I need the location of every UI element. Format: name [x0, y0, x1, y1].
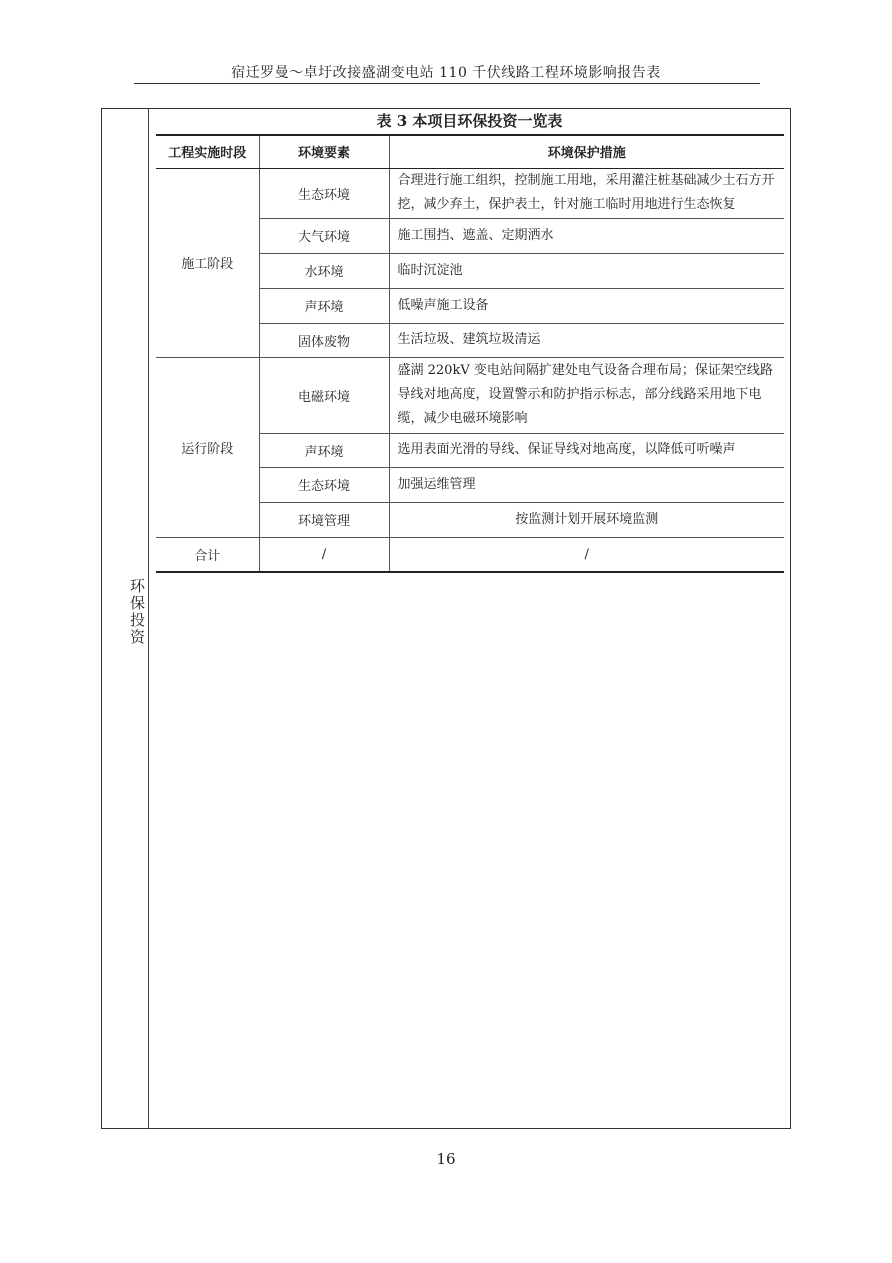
measure-cell: 低噪声施工设备: [389, 288, 784, 323]
measure-cell: 临时沉淀池: [389, 253, 784, 288]
measure-cell: 合理进行施工组织，控制施工用地，采用灌注桩基础减少土石方开挖，减少弃土，保护表土，针对施工临时用地进行生态恢复: [389, 168, 784, 218]
side-label-text: 环保投资: [128, 578, 146, 646]
side-label-env-investment: [101, 578, 148, 646]
factor-cell: 固体废物: [259, 323, 389, 357]
table-row-total: [156, 537, 784, 572]
factor-cell: 环境管理: [259, 502, 389, 537]
column-header-factor: 环境要素: [259, 135, 389, 168]
total-measure-cell: /: [389, 537, 784, 572]
stage-cell-operation: 运行阶段: [156, 357, 259, 537]
stage-cell-construction: 施工阶段: [156, 168, 259, 357]
measure-cell: 生活垃圾、建筑垃圾清运: [389, 323, 784, 357]
measure-cell: 按监测计划开展环境监测: [389, 502, 784, 537]
env-investment-table: [156, 134, 784, 573]
table-header-row: [156, 135, 784, 168]
table-row: [156, 168, 784, 218]
column-header-stage: 工程实施时段: [156, 135, 259, 168]
column-header-measure: 环境保护措施: [389, 135, 784, 168]
factor-cell: 声环境: [259, 288, 389, 323]
factor-cell: 大气环境: [259, 218, 389, 253]
table-title: 表 3 本项目环保投资一览表: [376, 112, 563, 130]
measure-cell: 加强运维管理: [389, 467, 784, 502]
report-header-title: 宿迁罗曼～卓圩改接盛湖变电站 110 千伏线路工程环境影响报告表: [231, 65, 661, 81]
measure-cell: 盛湖 220kV 变电站间隔扩建处电气设备合理布局；保证架空线路导线对地高度，设置警示和防护指示标志，部分线路采用地下电缆，减少电磁环境影响: [389, 357, 784, 433]
factor-cell: 生态环境: [259, 467, 389, 502]
factor-cell: 水环境: [259, 253, 389, 288]
measure-cell: 施工围挡、遮盖、定期洒水: [389, 218, 784, 253]
factor-cell: 生态环境: [259, 168, 389, 218]
side-column-divider: [148, 108, 149, 1129]
total-label-cell: 合计: [156, 537, 259, 572]
measure-cell: 选用表面光滑的导线、保证导线对地高度，以降低可听噪声: [389, 433, 784, 467]
page-number: 16: [436, 1150, 456, 1168]
table-row: [156, 357, 784, 433]
factor-cell: 声环境: [259, 433, 389, 467]
factor-cell: 电磁环境: [259, 357, 389, 433]
total-factor-cell: /: [259, 537, 389, 572]
header-rule: [134, 83, 760, 84]
